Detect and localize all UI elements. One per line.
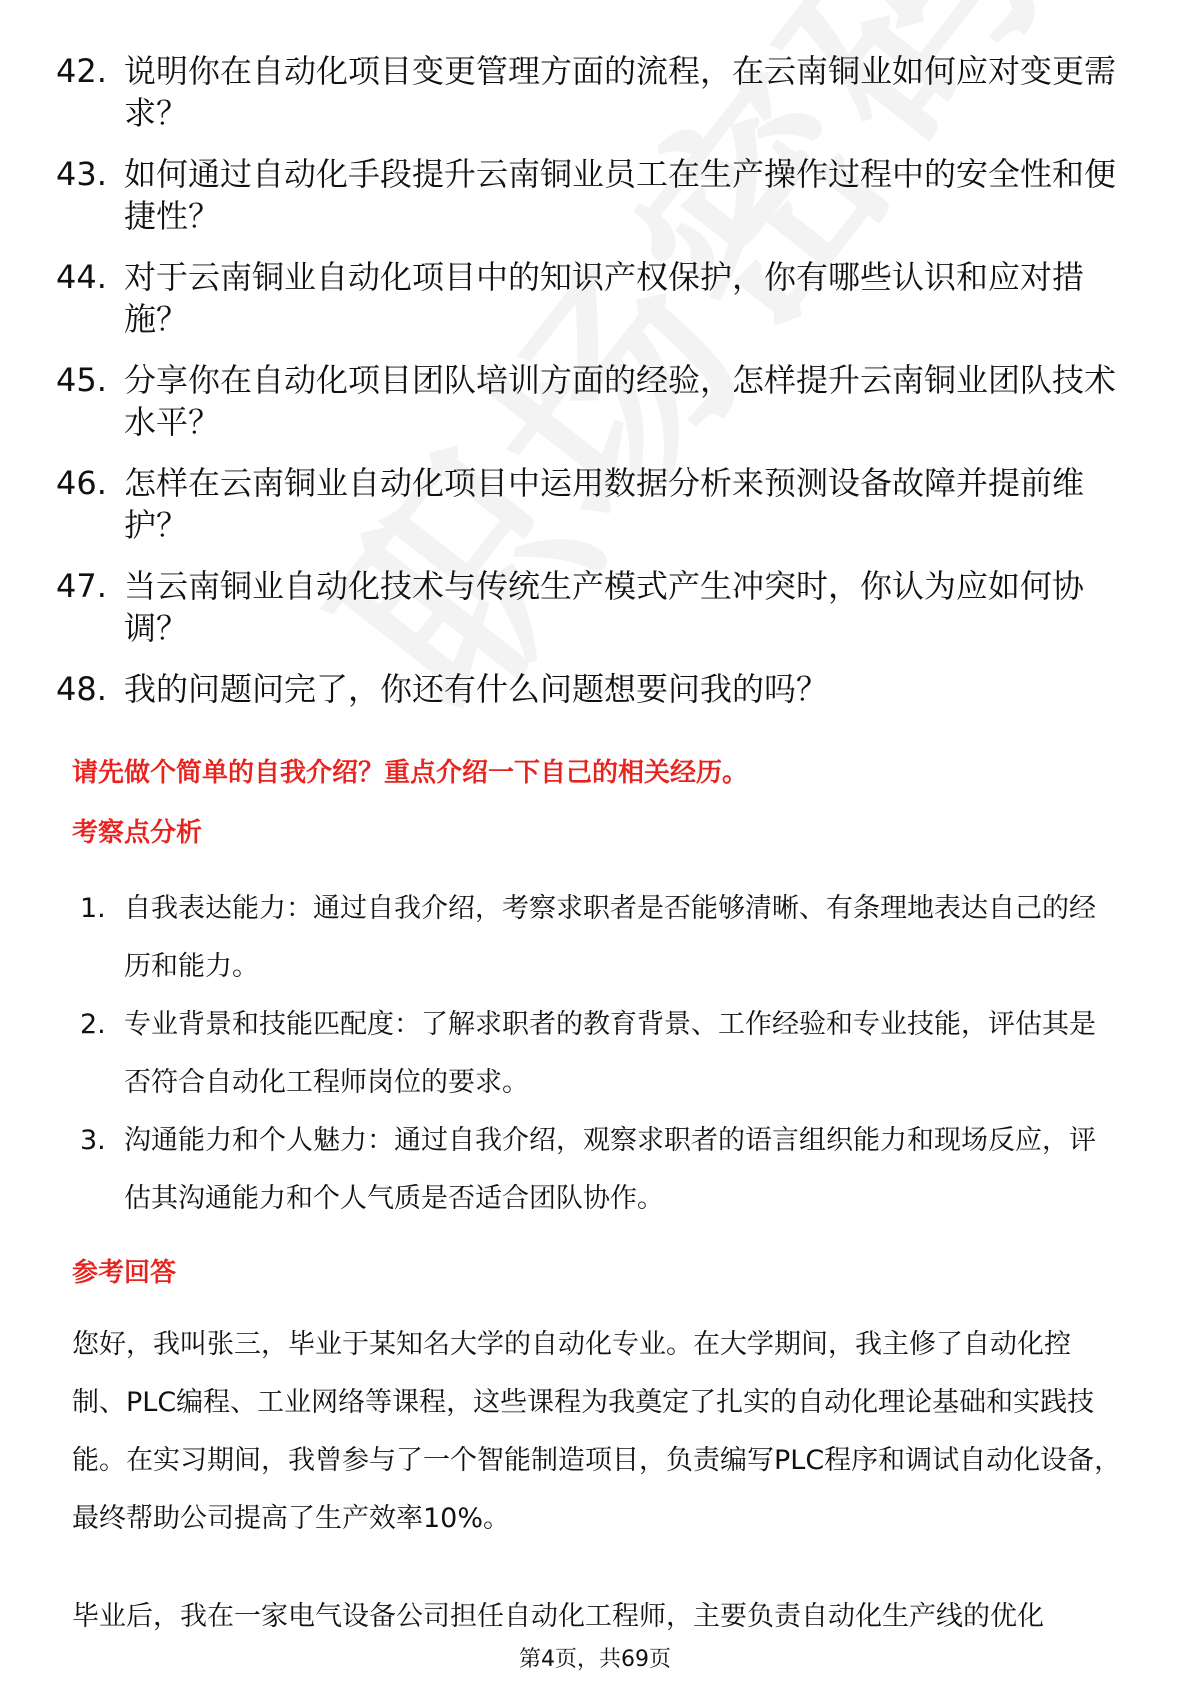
analysis-text: 自我表达能力：通过自我介绍，考察求职者是否能够清晰、有条理地表达自己的经历和能力。	[124, 893, 1096, 982]
question-text: 分享你在自动化项目团队培训方面的经验，怎样提升云南铜业团队技术水平？	[124, 361, 1117, 441]
question-item	[56, 668, 1136, 710]
question-item	[56, 50, 1136, 134]
analysis-number: 3.	[80, 1125, 106, 1156]
analysis-item	[80, 996, 1120, 1112]
question-text: 当云南铜业自动化技术与传统生产模式产生冲突时，你认为应如何协调？	[124, 567, 1085, 647]
reference-answer	[72, 1316, 1122, 1646]
question-number: 46.	[56, 464, 107, 502]
answer-paragraph: 毕业后，我在一家电气设备公司担任自动化工程师，主要负责自动化生产线的优化	[72, 1601, 1044, 1632]
question-text: 说明你在自动化项目变更管理方面的流程，在云南铜业如何应对变更需求？	[124, 52, 1117, 132]
question-item	[56, 359, 1136, 443]
question-number: 42.	[56, 52, 107, 90]
question-number: 44.	[56, 258, 107, 296]
analysis-item	[80, 880, 1120, 996]
analysis-heading: 考察点分析	[72, 818, 203, 848]
question-list	[56, 50, 1136, 729]
question-number: 43.	[56, 155, 107, 193]
analysis-text: 专业背景和技能匹配度：了解求职者的教育背景、工作经验和专业技能，评估其是否符合自动化工程师岗位的要求。	[124, 1009, 1096, 1098]
question-text: 我的问题问完了，你还有什么问题想要问我的吗？	[124, 670, 829, 708]
analysis-item	[80, 1112, 1120, 1228]
answer-paragraph: 您好，我叫张三，毕业于某知名大学的自动化专业。在大学期间，我主修了自动化控制、PLC编程、工业网络等课程，这些课程为我奠定了扎实的自动化理论基础和实践技能。在实习期间，我曾参与了一个智能制造项目，负责编写PLC程序和调试自动化设备，最终帮助公司提高了生产效率10%。	[72, 1329, 1122, 1534]
question-text: 怎样在云南铜业自动化项目中运用数据分析来预测设备故障并提前维护？	[124, 464, 1085, 544]
page-footer: 第4页，共69页	[519, 1647, 671, 1672]
question-item	[56, 256, 1136, 340]
main-question-heading: 请先做个简单的自我介绍？重点介绍一下自己的相关经历。	[72, 758, 749, 788]
analysis-number: 1.	[80, 893, 106, 924]
question-number: 45.	[56, 361, 107, 399]
question-item	[56, 462, 1136, 546]
question-number: 48.	[56, 670, 107, 708]
question-number: 47.	[56, 567, 107, 605]
analysis-text: 沟通能力和个人魅力：通过自我介绍，观察求职者的语言组织能力和现场反应，评估其沟通能力和个人气质是否适合团队协作。	[124, 1125, 1096, 1214]
question-item	[56, 565, 1136, 649]
reference-heading: 参考回答	[72, 1258, 177, 1288]
question-text: 对于云南铜业自动化项目中的知识产权保护，你有哪些认识和应对措施？	[124, 258, 1085, 338]
analysis-list	[80, 880, 1120, 1228]
question-item	[56, 153, 1136, 237]
question-text: 如何通过自动化手段提升云南铜业员工在生产操作过程中的安全性和便捷性？	[124, 155, 1117, 235]
analysis-number: 2.	[80, 1009, 106, 1040]
